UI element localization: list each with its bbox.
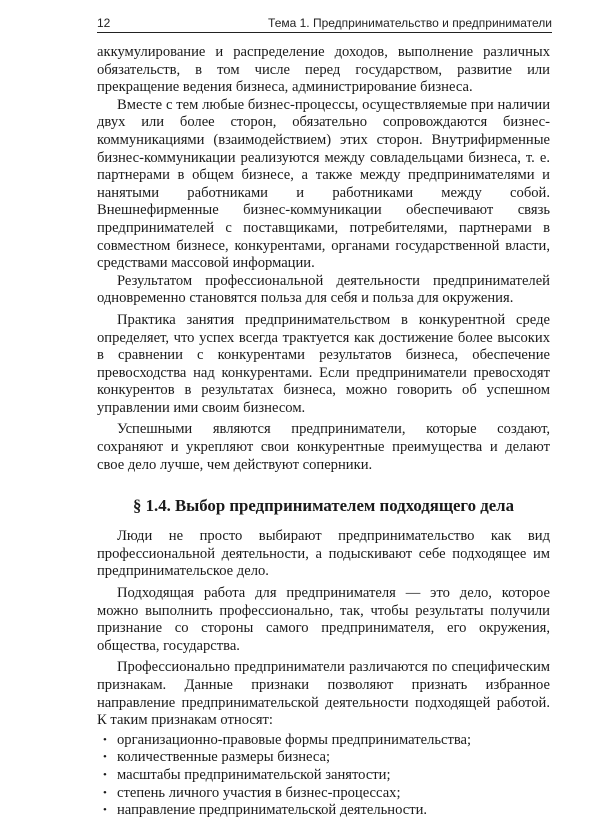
criteria-list — [97, 732, 550, 820]
paragraph: аккумулирование и распределение доходов, выполнение различных обязательств, в том числе перед государством, развитие или прекращение ведения бизнеса, администрирование бизнеса. — [97, 44, 550, 96]
paragraph: Результатом профессиональной деятельности предпринимателей одновременно становятся польза для себя и польза для окружения. — [97, 272, 550, 307]
list-item-text: масштабы предпринимательской занятости; — [117, 766, 391, 783]
bullet-icon: • — [103, 786, 107, 799]
paragraph: Успешными являются предприниматели, которые создают, сохраняют и укрепляют свои конкурентные преимущества и делают свое дело лучше, чем действуют соперники. — [97, 421, 550, 473]
paragraph: Люди не просто выбирают предпринимательство как вид профессиональной деятельности, а подыскивают себе подходящее им предпринимательское дело. — [97, 528, 550, 580]
list-item — [97, 749, 550, 767]
bullet-icon: • — [103, 768, 107, 781]
list-item-text: организационно-правовые формы предпринимательства; — [117, 731, 472, 748]
paragraph: Практика занятия предпринимательством в конкурентной среде определяет, что успех всегда трактуется как достижение более высоких в сравнении с конкурентами результатов бизнеса, обеспечение превосходства над конкурентами. Если предприниматели превосходят конкурентов в результатах бизнеса, можно говорить об успешном управлении ими своим бизнесом. — [97, 311, 550, 416]
list-item — [97, 785, 550, 803]
page-content — [97, 44, 550, 820]
list-item-text: направление предпринимательской деятельности. — [117, 802, 428, 819]
section-heading: § 1.4. Выбор предпринимателем подходящего дела — [133, 496, 514, 516]
paragraph: Подходящая работа для предпринимателя — это дело, которое можно выполнить профессионально, так, чтобы результаты получили признание со стороны самого предпринимателя, его окружения, общества, государства. — [97, 585, 550, 654]
bullet-icon: • — [103, 751, 107, 764]
running-title: Тема 1. Предпринимательство и предприниматели — [268, 16, 552, 30]
list-item-text: степень личного участия в бизнес-процессах; — [117, 784, 401, 801]
paragraph: Вместе с тем любые бизнес-процессы, осуществляемые при наличии двух или более сторон, обязательно сопровождаются бизнес-коммуникациями (взаимодействием) этих сторон. Внутрифирменные бизнес-коммуникации реализуются между совладельцами бизнеса, т. е. партнерами в общем бизнесе, а также между предпринимателями и нанятыми работниками и работниками между собой. Внешнефирменные бизнес-коммуникации обеспечивают связь предпринимателей с поставщиками, потребителями, партнерами в совместном бизнесе, конкурентами, органами государственной власти, средствами массовой информации. — [97, 96, 550, 272]
list-item — [97, 802, 550, 820]
list-item — [97, 767, 550, 785]
running-header — [97, 10, 552, 33]
paragraph: Профессионально предприниматели различаются по специфическим признакам. Данные признаки позволяют признать избранное направление предпринимательской деятельности подходящей работой. К таким признакам относят: — [97, 659, 550, 729]
bullet-icon: • — [103, 804, 107, 817]
list-item-text: количественные размеры бизнеса; — [117, 749, 331, 766]
list-item — [97, 732, 550, 750]
page-number: 12 — [97, 16, 111, 30]
bullet-icon: • — [103, 733, 107, 746]
